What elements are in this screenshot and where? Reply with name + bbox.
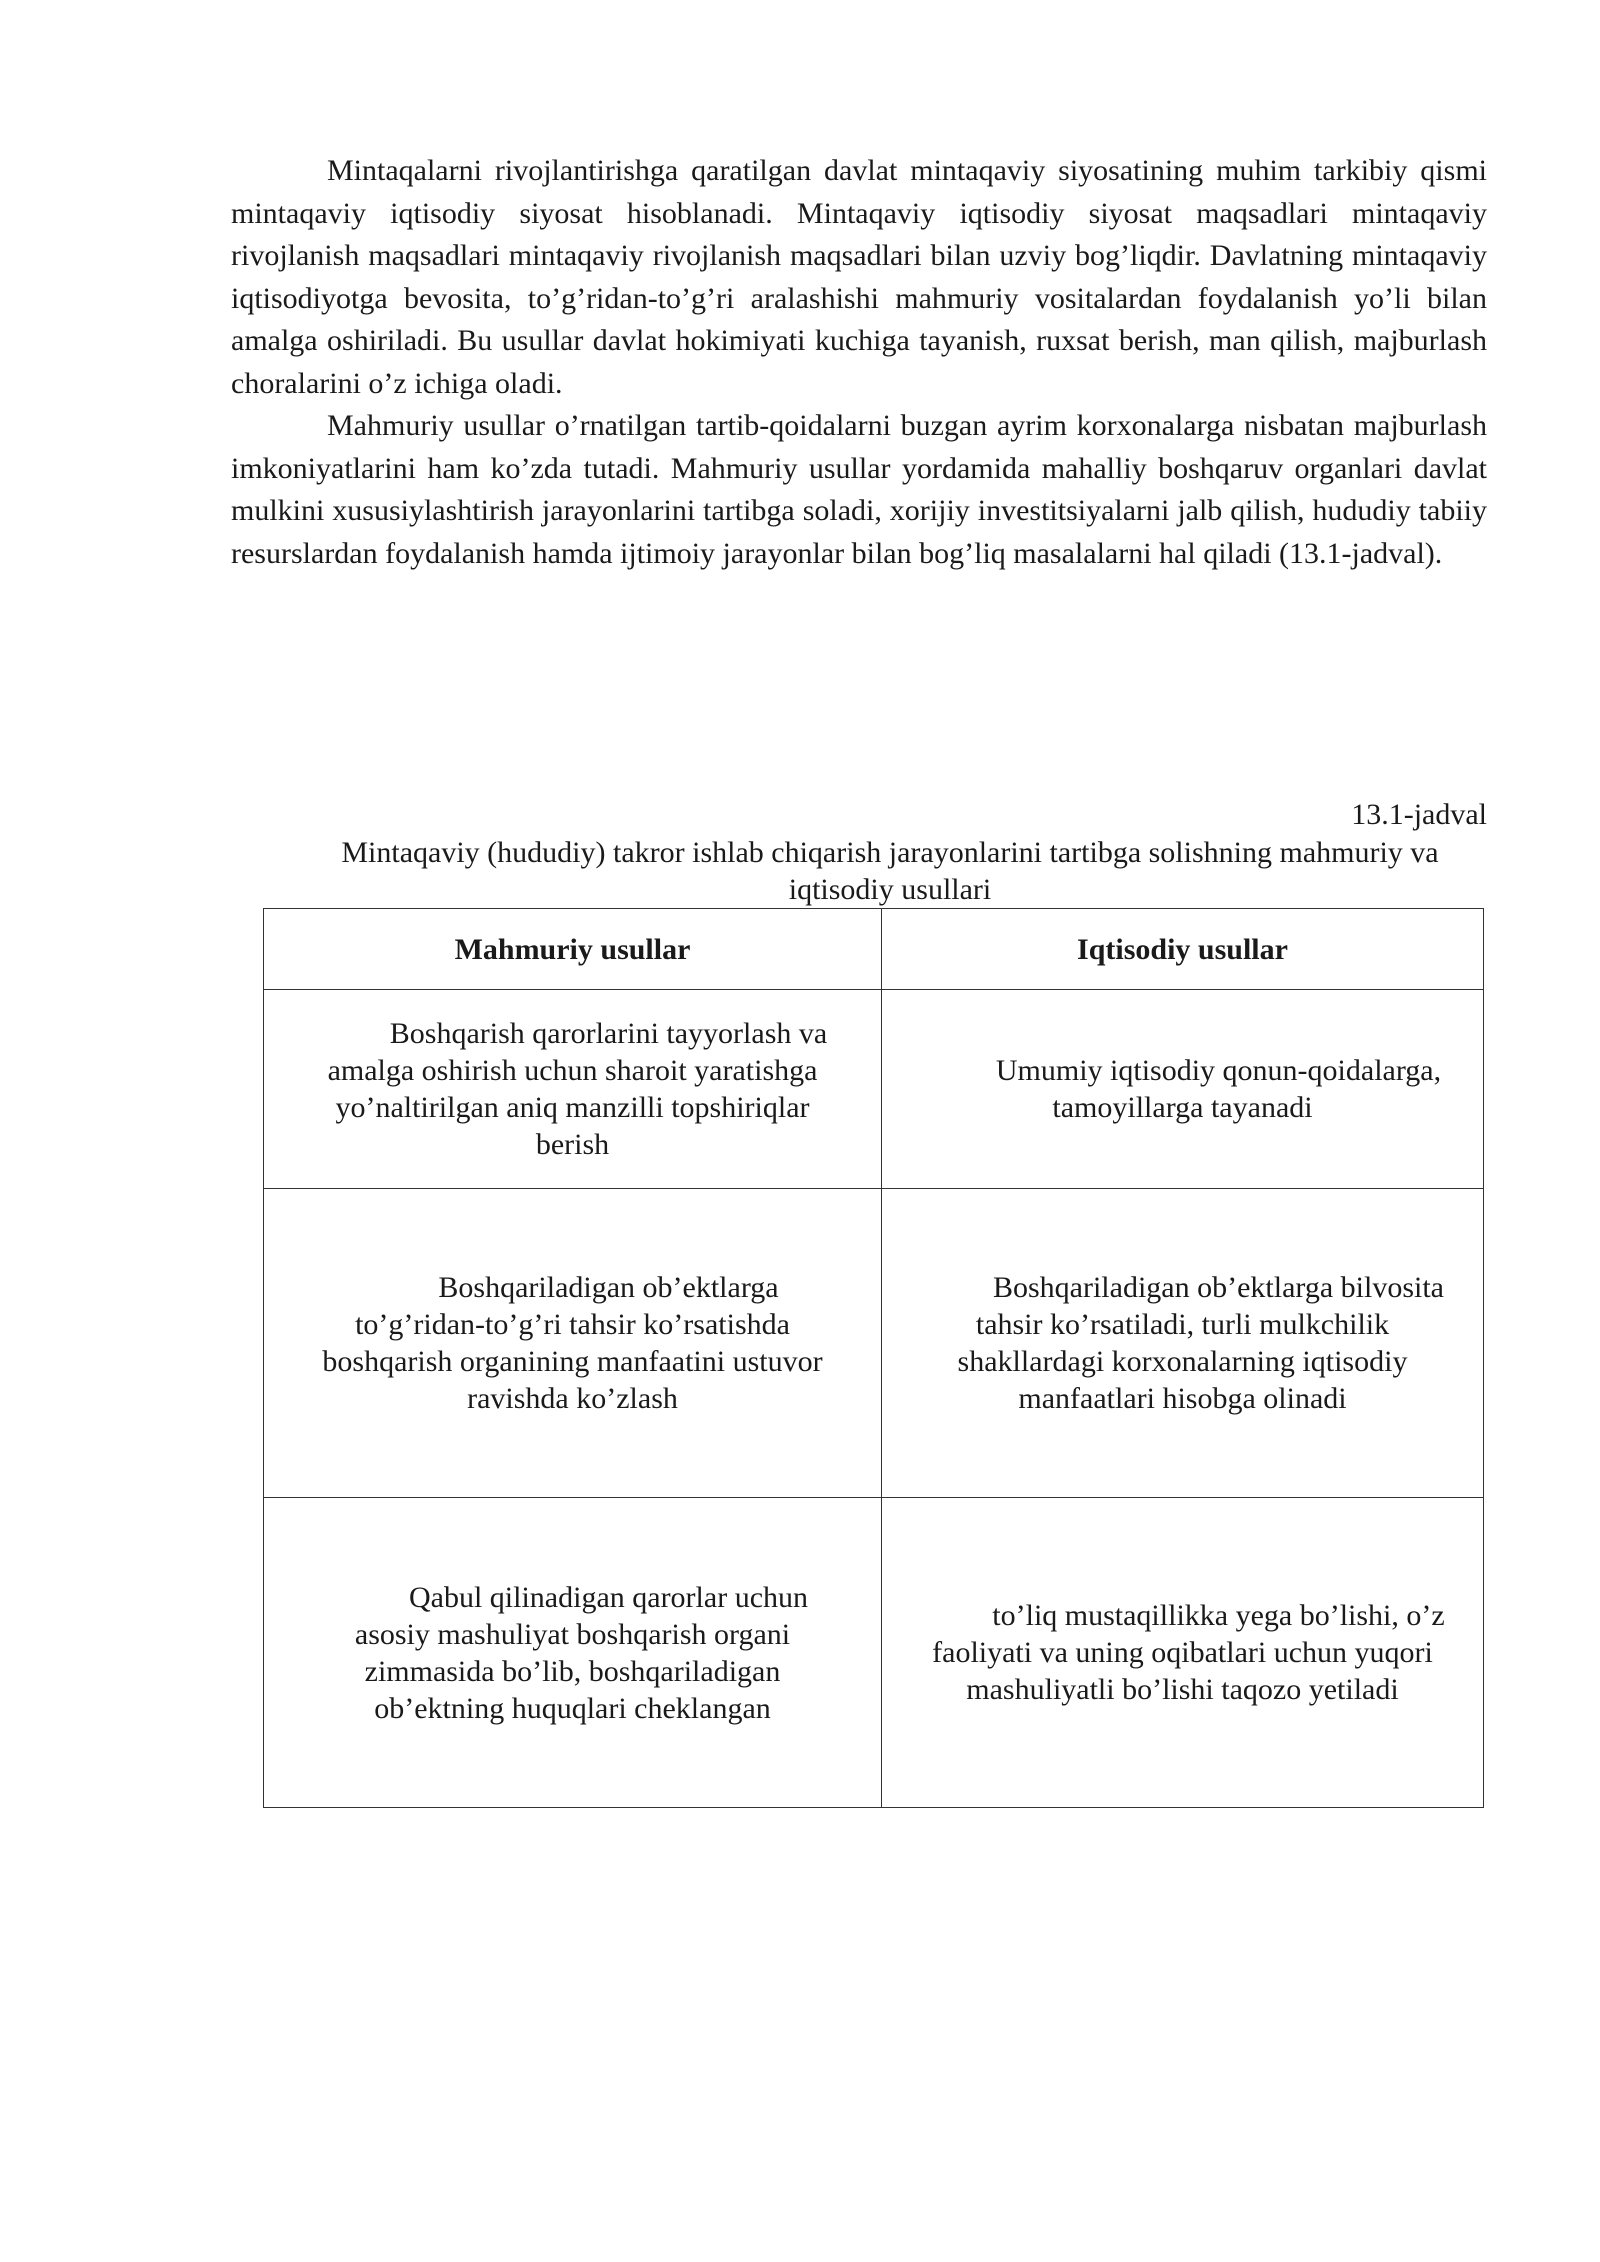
- cell-text: Boshqarish qarorlarini tayyorlash va amalga oshirish uchun sharoit yaratishga yo’naltirilgan aniq manzilli topshiriqlar berish: [327, 1017, 828, 1161]
- cell-text: Qabul qilinadigan qarorlar uchun asosiy mashuliyat boshqarish organi zimmasida bo’lib, boshqariladigan ob’ektning huquqlari cheklangan: [354, 1580, 809, 1725]
- paragraph: Mahmuriy usullar o’rnatilgan tartib-qoidalarni buzgan ayrim korxonalarga nisbatan majburlash imkoniyatlarini ham ko’zda tutadi. Mahmuriy usullar yordamida mahalliy boshqaruv organlari davlat mulkini xususiylashtirish jarayonlarini tartibga soladi, xorijiy investitsiyalarni jalb qilish, hududiy tabiiy resurslardan foydalanish hamda ijtimoiy jarayonlar bilan bog’liq masalalarni hal qiladi (13.1-jadval).: [231, 409, 1487, 570]
- table-row: [264, 1498, 1484, 1808]
- table-cell: [882, 990, 1484, 1189]
- cell-text: Boshqariladigan ob’ektlarga bilvosita tahsir ko’rsatiladi, turli mulkchilik shakllardagi korxonalarning iqtisodiy manfaatlari hisobga olinadi: [957, 1271, 1444, 1415]
- paragraph: Mintaqalarni rivojlantirishga qaratilgan davlat mintaqaviy siyosatining muhim tarkibiy qismi mintaqaviy iqtisodiy siyosat hisoblanadi. Mintaqaviy iqtisodiy siyosat maqsadlari mintaqaviy rivojlanish maqsadlari mintaqaviy rivojlanish maqsadlari bilan uzviy bog’liqdir. Davlatning mintaqaviy iqtisodiyotga bevosita, to’g’ridan-to’g’ri aralashishi mahmuriy vositalardan foydalanish yo’li bilan amalga oshiriladi. Bu usullar davlat hokimiyati kuchiga tayanish, ruxsat berish, man qilish, majburlash choralarini o’z ichiga oladi.: [231, 154, 1487, 400]
- header-economic-methods: Iqtisodiy usullar: [882, 909, 1484, 990]
- table-row: [264, 1189, 1484, 1498]
- methods-table: [263, 908, 1484, 1808]
- table-cell: [264, 1498, 882, 1808]
- header-administrative-methods: Mahmuriy usullar: [264, 909, 882, 990]
- table-row: [264, 990, 1484, 1189]
- cell-text: to’liq mustaqillikka yega bo’lishi, o’z faoliyati va uning oqibatlari uchun yuqori mashuliyatli bo’lishi taqozo yetiladi: [932, 1599, 1445, 1706]
- table-number: 13.1-jadval: [1351, 798, 1487, 831]
- cell-text: Umumiy iqtisodiy qonun-qoidalarga, tamoyillarga tayanadi: [995, 1054, 1442, 1124]
- table-caption: Mintaqaviy (hududiy) takror ishlab chiqarish jarayonlarini tartibga solishning mahmuriy va iqtisodiy usullari: [341, 836, 1439, 906]
- table-cell: [882, 1189, 1484, 1498]
- table-cell: [882, 1498, 1484, 1808]
- body-text: [231, 150, 1487, 575]
- cell-text: Boshqariladigan ob’ektlarga to’g’ridan-to’g’ri tahsir ko’rsatishda boshqarish organining manfaatini ustuvor ravishda ko’zlash: [322, 1271, 823, 1415]
- table-header-row: [264, 909, 1484, 990]
- table-cell: [264, 990, 882, 1189]
- table-cell: [264, 1189, 882, 1498]
